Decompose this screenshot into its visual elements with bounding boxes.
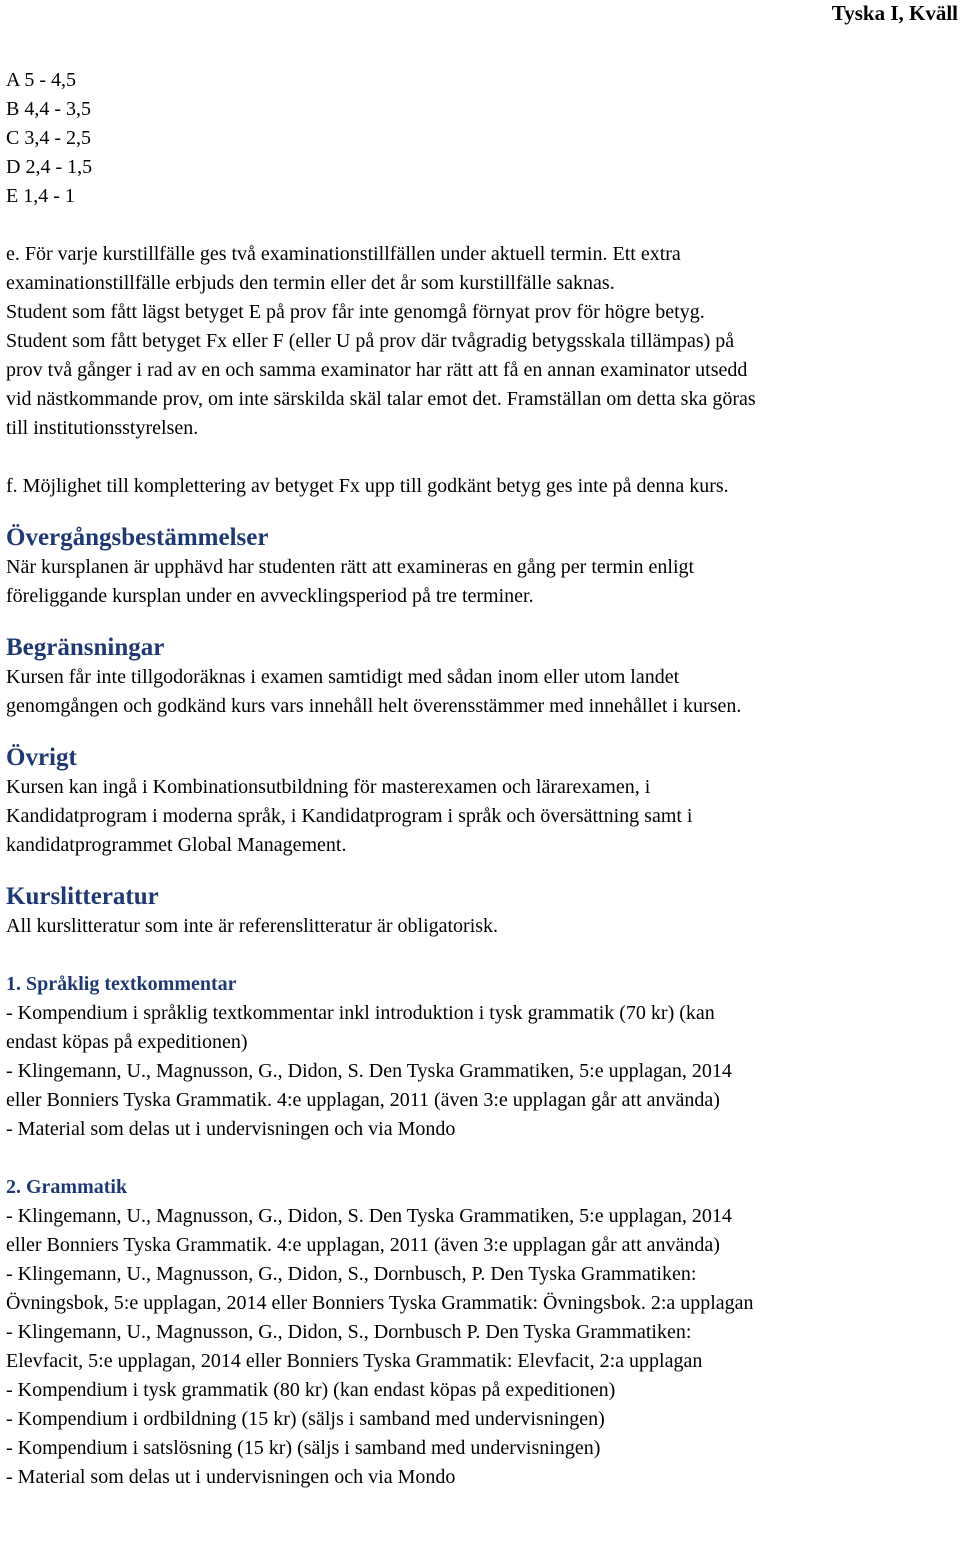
literature-subsection bbox=[6, 970, 958, 1144]
paragraph-line: kandidatprogrammet Global Management. bbox=[6, 834, 347, 856]
completion-paragraph: f. Möjlighet till komplettering av betyget Fx upp till godkänt betyg ges inte på denna kurs. bbox=[6, 475, 729, 497]
paragraph-line: vid nästkommande prov, om inte särskilda skäl talar emot det. Framställan om detta ska göras bbox=[6, 388, 756, 410]
literature-item: - Klingemann, U., Magnusson, G., Didon, S. Den Tyska Grammatiken, 5:e upplagan, 2014 bbox=[6, 1205, 732, 1227]
literature-item: eller Bonniers Tyska Grammatik. 4:e upplagan, 2011 (även 3:e upplagan går att använda) bbox=[6, 1089, 720, 1111]
paragraph-line: Student som fått betyget Fx eller F (eller U på prov där tvågradig betygsskala tillämpas) på bbox=[6, 330, 735, 352]
restrictions-section bbox=[6, 632, 958, 721]
literature-item: - Kompendium i satslösning (15 kr) (säljs i samband med undervisningen) bbox=[6, 1437, 601, 1459]
section-heading: Övrigt bbox=[6, 744, 77, 771]
literature-item: eller Bonniers Tyska Grammatik. 4:e upplagan, 2011 (även 3:e upplagan går att använda) bbox=[6, 1234, 720, 1256]
grade-line-d: D 2,4 - 1,5 bbox=[6, 156, 93, 178]
paragraph-line: Kursen får inte tillgodoräknas i examen samtidigt med sådan inom eller utom landet bbox=[6, 666, 680, 688]
literature-subsection bbox=[6, 1173, 958, 1492]
subsection-title: 1. Språklig textkommentar bbox=[6, 973, 237, 995]
literature-item: - Klingemann, U., Magnusson, G., Didon, S., Dornbusch P. Den Tyska Grammatiken: bbox=[6, 1321, 692, 1343]
section-heading: Kurslitteratur bbox=[6, 883, 159, 910]
literature-item: - Material som delas ut i undervisningen och via Mondo bbox=[6, 1466, 456, 1488]
grade-line-a: A 5 - 4,5 bbox=[6, 69, 76, 91]
grade-line-b: B 4,4 - 3,5 bbox=[6, 98, 91, 120]
document-header-title: Tyska I, Kväll bbox=[831, 1, 958, 25]
paragraph-line: genomgången och godkänd kurs vars innehåll helt överensstämmer med innehållet i kursen. bbox=[6, 695, 742, 717]
literature-item: - Kompendium i tysk grammatik (80 kr) (kan endast köpas på expeditionen) bbox=[6, 1379, 616, 1401]
literature-item: - Kompendium i ordbildning (15 kr) (säljs i samband med undervisningen) bbox=[6, 1408, 605, 1430]
paragraph-line: Kursen kan ingå i Kombinationsutbildning för masterexamen och lärarexamen, i bbox=[6, 776, 651, 798]
literature-item: - Klingemann, U., Magnusson, G., Didon, S. Den Tyska Grammatiken, 5:e upplagan, 2014 bbox=[6, 1060, 732, 1082]
grade-line-e: E 1,4 - 1 bbox=[6, 185, 75, 207]
literature-intro: All kurslitteratur som inte är referenslitteratur är obligatorisk. bbox=[6, 915, 499, 937]
paragraph-line: När kursplanen är upphävd har studenten rätt att examineras en gång per termin enligt bbox=[6, 556, 695, 578]
literature-item: - Material som delas ut i undervisningen och via Mondo bbox=[6, 1118, 456, 1140]
grade-line-c: C 3,4 - 2,5 bbox=[6, 127, 91, 149]
literature-item: - Kompendium i språklig textkommentar inkl introduktion i tysk grammatik (70 kr) (kan bbox=[6, 1002, 715, 1024]
paragraph-line: e. För varje kurstillfälle ges två examinationstillfällen under aktuell termin. Ett extra bbox=[6, 243, 681, 265]
paragraph-line: prov två gånger i rad av en och samma examinator har rätt att få en annan examinator utsedd bbox=[6, 359, 748, 381]
document-body bbox=[6, 66, 958, 1492]
paragraph-line: till institutionsstyrelsen. bbox=[6, 417, 199, 439]
paragraph-line: examinationstillfälle erbjuds den termin eller det år som kurstillfälle saknas. bbox=[6, 272, 615, 294]
literature-item: endast köpas på expeditionen) bbox=[6, 1031, 248, 1053]
section-heading: Begränsningar bbox=[6, 634, 165, 661]
other-section bbox=[6, 742, 958, 860]
paragraph-line: föreliggande kursplan under en avvecklingsperiod på tre terminer. bbox=[6, 585, 534, 607]
literature-item: Övningsbok, 5:e upplagan, 2014 eller Bonniers Tyska Grammatik: Övningsbok. 2:a upplagan bbox=[6, 1292, 754, 1314]
grading-scale bbox=[6, 66, 958, 211]
literature-item: Elevfacit, 5:e upplagan, 2014 eller Bonniers Tyska Grammatik: Elevfacit, 2:a upplagan bbox=[6, 1350, 703, 1372]
paragraph-line: Kandidatprogram i moderna språk, i Kandidatprogram i språk och översättning samt i bbox=[6, 805, 693, 827]
examination-paragraph bbox=[6, 240, 958, 443]
literature-item: - Klingemann, U., Magnusson, G., Didon, S., Dornbusch, P. Den Tyska Grammatiken: bbox=[6, 1263, 697, 1285]
transitional-section bbox=[6, 522, 958, 611]
literature-section bbox=[6, 881, 958, 1492]
subsection-title: 2. Grammatik bbox=[6, 1176, 128, 1198]
section-heading: Övergångsbestämmelser bbox=[6, 524, 269, 551]
paragraph-line: Student som fått lägst betyget E på prov får inte genomgå förnyat prov för högre betyg. bbox=[6, 301, 705, 323]
